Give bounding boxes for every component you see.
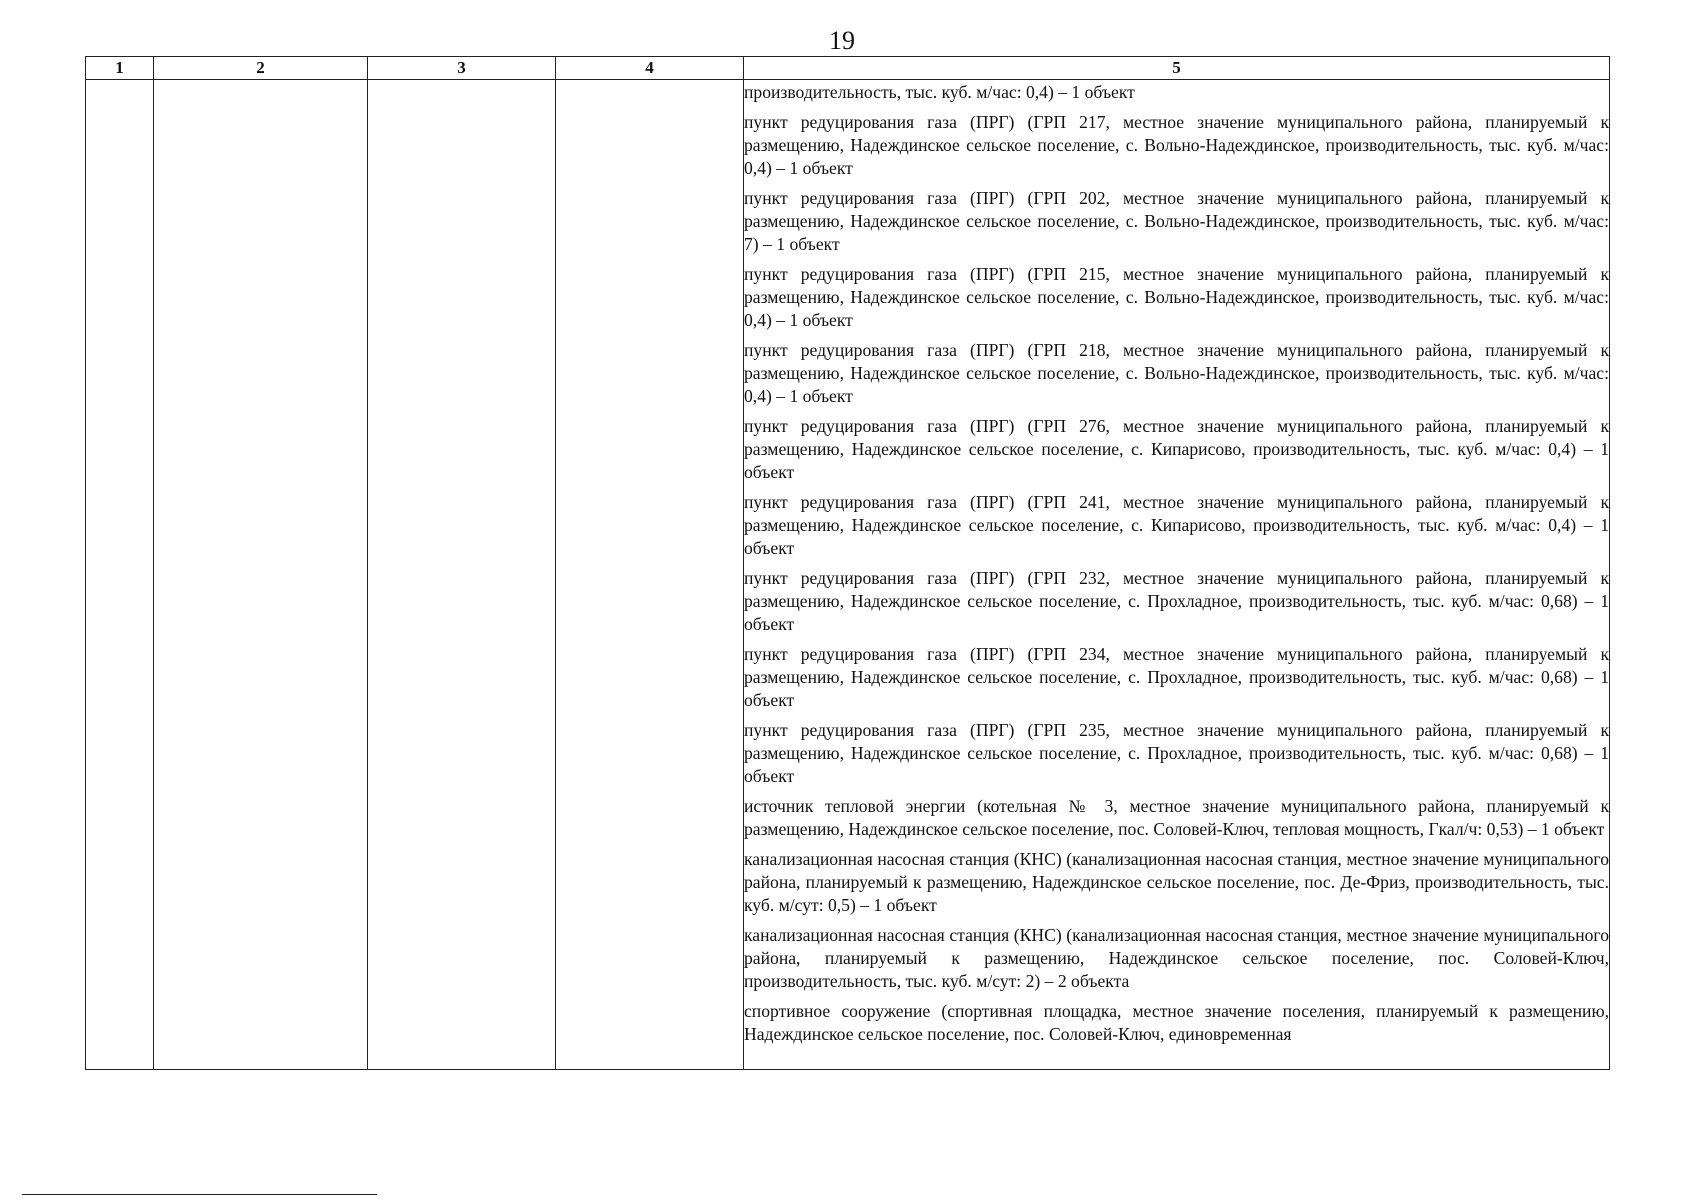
column-header-3: 3 — [368, 57, 556, 80]
object-entry: пункт редуцирования газа (ПРГ) (ГРП 234, местное значение муниципального района, планируемый к размещению, Надеждинское сельское поселение, с. Прохладное, производительность, тыс. куб. м/час: 0,68) – 1 объект — [744, 644, 1609, 710]
object-entry: пункт редуцирования газа (ПРГ) (ГРП 276, местное значение муниципального района, планируемый к размещению, Надеждинское сельское поселение, с. Кипарисово, производительность, тыс. куб. м/час: 0,4) – 1 объект — [744, 416, 1609, 482]
object-entry: пункт редуцирования газа (ПРГ) (ГРП 202, местное значение муниципального района, планируемый к размещению, Надеждинское сельское поселение, с. Вольно-Надеждинское, производительность, тыс. куб. м/час: 7) – 1 объект — [744, 188, 1609, 254]
object-entry: спортивное сооружение (спортивная площадка, местное значение поселения, планируемый к размещению, Надеждинское сельское поселение, пос. Соловей-Ключ, единовременная — [744, 1001, 1609, 1044]
object-entry: пункт редуцирования газа (ПРГ) (ГРП 215, местное значение муниципального района, планируемый к размещению, Надеждинское сельское поселение, с. Вольно-Надеждинское, производительность, тыс. куб. м/час: 0,4) – 1 объект — [744, 264, 1609, 330]
table-header-row — [86, 57, 1610, 80]
object-entry: пункт редуцирования газа (ПРГ) (ГРП 232, местное значение муниципального района, планируемый к размещению, Надеждинское сельское поселение, с. Прохладное, производительность, тыс. куб. м/час: 0,68) – 1 объект — [744, 568, 1609, 634]
object-entry: производительность, тыс. куб. м/час: 0,4) – 1 объект — [744, 82, 1135, 102]
column-header-1: 1 — [86, 57, 154, 80]
object-entry: пункт редуцирования газа (ПРГ) (ГРП 217, местное значение муниципального района, планируемый к размещению, Надеждинское сельское поселение, с. Вольно-Надеждинское, производительность, тыс. куб. м/час: 0,4) – 1 объект — [744, 112, 1609, 178]
cell-col-1 — [86, 80, 154, 1070]
cell-col-5 — [744, 80, 1610, 1070]
cell-col-3 — [368, 80, 556, 1070]
column-header-2: 2 — [154, 57, 368, 80]
footnote-divider — [22, 1194, 377, 1195]
cell-col-4 — [556, 80, 744, 1070]
object-entry: пункт редуцирования газа (ПРГ) (ГРП 241, местное значение муниципального района, планируемый к размещению, Надеждинское сельское поселение, с. Кипарисово, производительность, тыс. куб. м/час: 0,4) – 1 объект — [744, 492, 1609, 558]
object-entry: канализационная насосная станция (КНС) (канализационная насосная станция, местное значение муниципального района, планируемый к размещению, Надеждинское сельское поселение, пос. Де-Фриз, производительность, тыс. куб. м/сут: 0,5) – 1 объект — [744, 849, 1609, 915]
cell-col-2 — [154, 80, 368, 1070]
planning-table — [85, 56, 1610, 1070]
page-number: 19 — [829, 26, 855, 55]
object-entry: пункт редуцирования газа (ПРГ) (ГРП 218, местное значение муниципального района, планируемый к размещению, Надеждинское сельское поселение, с. Вольно-Надеждинское, производительность, тыс. куб. м/час: 0,4) – 1 объект — [744, 340, 1609, 406]
column-header-5: 5 — [744, 57, 1610, 80]
object-entry: пункт редуцирования газа (ПРГ) (ГРП 235, местное значение муниципального района, планируемый к размещению, Надеждинское сельское поселение, с. Прохладное, производительность, тыс. куб. м/час: 0,68) – 1 объект — [744, 720, 1609, 786]
table-row — [86, 80, 1610, 1070]
column-header-4: 4 — [556, 57, 744, 80]
object-entry: источник тепловой энергии (котельная № 3, местное значение муниципального района, планируемый к размещению, Надеждинское сельское поселение, пос. Соловей-Ключ, тепловая мощность, Гкал/ч: 0,53) – 1 объект — [744, 796, 1609, 839]
object-entry: канализационная насосная станция (КНС) (канализационная насосная станция, местное значение муниципального района, планируемый к размещению, Надеждинское сельское поселение, пос. Соловей-Ключ, производительность, тыс. куб. м/сут: 2) – 2 объекта — [744, 925, 1609, 991]
